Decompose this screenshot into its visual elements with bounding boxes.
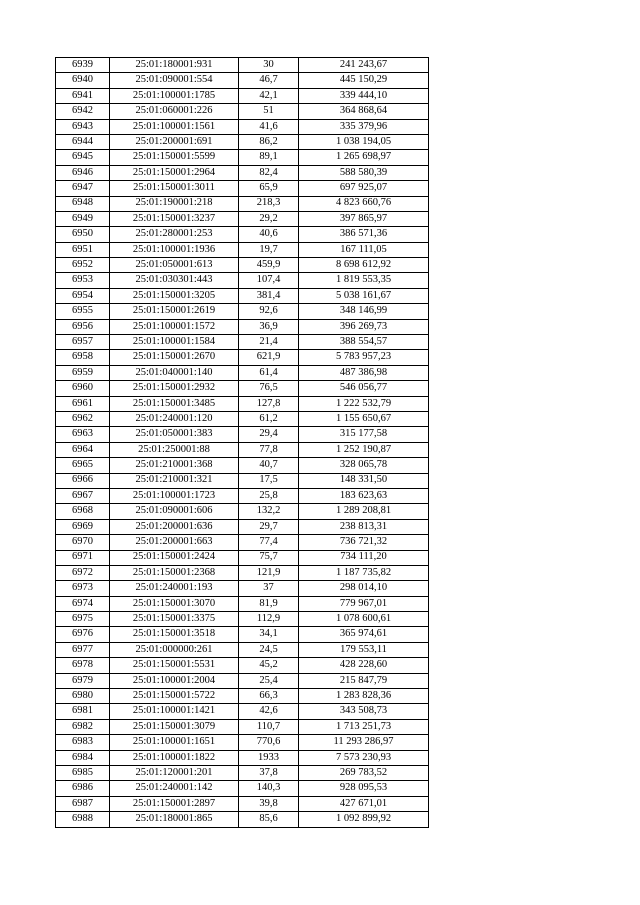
cadastral-number-cell: 25:01:060001:226 (110, 104, 239, 119)
table-row (56, 473, 429, 488)
area-cell: 140,3 (239, 781, 299, 796)
cadastral-value-cell: 343 508,73 (299, 704, 429, 719)
table-row (56, 396, 429, 411)
table-row (56, 565, 429, 580)
row-number-cell: 6944 (56, 134, 110, 149)
cadastral-number-cell: 25:01:180001:931 (110, 58, 239, 73)
area-cell: 81,9 (239, 596, 299, 611)
cadastral-value-cell: 1 155 650,67 (299, 411, 429, 426)
cadastral-value-cell: 364 868,64 (299, 104, 429, 119)
table-row (56, 134, 429, 149)
area-cell: 107,4 (239, 273, 299, 288)
table-row (56, 196, 429, 211)
row-number-cell: 6951 (56, 242, 110, 257)
cadastral-number-cell: 25:01:150001:3011 (110, 181, 239, 196)
cadastral-value-cell: 183 623,63 (299, 488, 429, 503)
table-row (56, 581, 429, 596)
cadastral-number-cell: 25:01:280001:253 (110, 227, 239, 242)
cadastral-number-cell: 25:01:040001:140 (110, 365, 239, 380)
cadastral-value-cell: 315 177,58 (299, 427, 429, 442)
table-row (56, 673, 429, 688)
table-row (56, 181, 429, 196)
area-cell: 86,2 (239, 134, 299, 149)
area-cell: 127,8 (239, 396, 299, 411)
cadastral-number-cell: 25:01:100001:1421 (110, 704, 239, 719)
area-cell: 25,4 (239, 673, 299, 688)
cadastral-number-cell: 25:01:100001:1651 (110, 735, 239, 750)
cadastral-number-cell: 25:01:200001:636 (110, 519, 239, 534)
area-cell: 39,8 (239, 796, 299, 811)
cadastral-number-cell: 25:01:250001:88 (110, 442, 239, 457)
cadastral-value-cell: 1 819 553,35 (299, 273, 429, 288)
cadastral-number-cell: 25:01:150001:3205 (110, 288, 239, 303)
row-number-cell: 6970 (56, 535, 110, 550)
table-row (56, 596, 429, 611)
table-row (56, 535, 429, 550)
cadastral-number-cell: 25:01:150001:3485 (110, 396, 239, 411)
cadastral-value-cell: 148 331,50 (299, 473, 429, 488)
area-cell: 75,7 (239, 550, 299, 565)
cadastral-value-cell: 1 713 251,73 (299, 719, 429, 734)
row-number-cell: 6966 (56, 473, 110, 488)
cadastral-value-cell: 779 967,01 (299, 596, 429, 611)
cadastral-value-cell: 1 222 532,79 (299, 396, 429, 411)
row-number-cell: 6985 (56, 765, 110, 780)
table-row (56, 119, 429, 134)
row-number-cell: 6968 (56, 504, 110, 519)
area-cell: 45,2 (239, 658, 299, 673)
cadastral-number-cell: 25:01:150001:3079 (110, 719, 239, 734)
area-cell: 92,6 (239, 304, 299, 319)
table-row (56, 735, 429, 750)
cadastral-number-cell: 25:01:090001:554 (110, 73, 239, 88)
cadastral-number-cell: 25:01:240001:193 (110, 581, 239, 596)
cadastral-number-cell: 25:01:150001:2932 (110, 381, 239, 396)
table-row (56, 211, 429, 226)
area-cell: 121,9 (239, 565, 299, 580)
table-row (56, 765, 429, 780)
row-number-cell: 6958 (56, 350, 110, 365)
table-row (56, 319, 429, 334)
cadastral-number-cell: 25:01:190001:218 (110, 196, 239, 211)
table-row (56, 150, 429, 165)
table-row (56, 488, 429, 503)
table-row (56, 442, 429, 457)
area-cell: 82,4 (239, 165, 299, 180)
area-cell: 621,9 (239, 350, 299, 365)
cadastral-value-cell: 348 146,99 (299, 304, 429, 319)
area-cell: 19,7 (239, 242, 299, 257)
row-number-cell: 6978 (56, 658, 110, 673)
row-number-cell: 6981 (56, 704, 110, 719)
row-number-cell: 6946 (56, 165, 110, 180)
row-number-cell: 6973 (56, 581, 110, 596)
area-cell: 65,9 (239, 181, 299, 196)
cadastral-value-cell: 1 289 208,81 (299, 504, 429, 519)
cadastral-value-cell: 736 721,32 (299, 535, 429, 550)
area-cell: 77,8 (239, 442, 299, 457)
table-body (56, 58, 429, 828)
area-cell: 132,2 (239, 504, 299, 519)
cadastral-value-cell: 427 671,01 (299, 796, 429, 811)
row-number-cell: 6964 (56, 442, 110, 457)
area-cell: 110,7 (239, 719, 299, 734)
area-cell: 36,9 (239, 319, 299, 334)
cadastral-number-cell: 25:01:090001:606 (110, 504, 239, 519)
cadastral-value-cell: 697 925,07 (299, 181, 429, 196)
row-number-cell: 6965 (56, 458, 110, 473)
row-number-cell: 6947 (56, 181, 110, 196)
table-row (56, 796, 429, 811)
row-number-cell: 6962 (56, 411, 110, 426)
cadastral-number-cell: 25:01:100001:1822 (110, 750, 239, 765)
cadastral-value-cell: 1 038 194,05 (299, 134, 429, 149)
cadastral-value-cell: 588 580,39 (299, 165, 429, 180)
row-number-cell: 6941 (56, 88, 110, 103)
cadastral-value-cell: 365 974,61 (299, 627, 429, 642)
cadastral-value-cell: 1 252 190,87 (299, 442, 429, 457)
cadastral-number-cell: 25:01:120001:201 (110, 765, 239, 780)
table-row (56, 458, 429, 473)
row-number-cell: 6945 (56, 150, 110, 165)
cadastral-value-cell: 388 554,57 (299, 335, 429, 350)
row-number-cell: 6953 (56, 273, 110, 288)
row-number-cell: 6988 (56, 812, 110, 827)
row-number-cell: 6976 (56, 627, 110, 642)
cadastral-value-table (55, 57, 429, 828)
cadastral-number-cell: 25:01:150001:5722 (110, 689, 239, 704)
table-row (56, 335, 429, 350)
area-cell: 770,6 (239, 735, 299, 750)
cadastral-value-cell: 238 813,31 (299, 519, 429, 534)
area-cell: 29,7 (239, 519, 299, 534)
cadastral-number-cell: 25:01:180001:865 (110, 812, 239, 827)
cadastral-number-cell: 25:01:100001:1561 (110, 119, 239, 134)
cadastral-value-cell: 1 078 600,61 (299, 612, 429, 627)
cadastral-value-cell: 928 095,53 (299, 781, 429, 796)
area-cell: 42,1 (239, 88, 299, 103)
table-row (56, 689, 429, 704)
row-number-cell: 6979 (56, 673, 110, 688)
cadastral-number-cell: 25:01:150001:3518 (110, 627, 239, 642)
table-row (56, 781, 429, 796)
area-cell: 46,7 (239, 73, 299, 88)
table-row (56, 242, 429, 257)
table-row (56, 104, 429, 119)
cadastral-number-cell: 25:01:150001:5531 (110, 658, 239, 673)
cadastral-number-cell: 25:01:050001:613 (110, 258, 239, 273)
cadastral-value-cell: 428 228,60 (299, 658, 429, 673)
area-cell: 30 (239, 58, 299, 73)
cadastral-value-cell: 8 698 612,92 (299, 258, 429, 273)
cadastral-number-cell: 25:01:210001:321 (110, 473, 239, 488)
table-row (56, 750, 429, 765)
area-cell: 25,8 (239, 488, 299, 503)
row-number-cell: 6983 (56, 735, 110, 750)
area-cell: 381,4 (239, 288, 299, 303)
area-cell: 76,5 (239, 381, 299, 396)
row-number-cell: 6939 (56, 58, 110, 73)
cadastral-value-cell: 215 847,79 (299, 673, 429, 688)
area-cell: 34,1 (239, 627, 299, 642)
cadastral-number-cell: 25:01:150001:2670 (110, 350, 239, 365)
area-cell: 42,6 (239, 704, 299, 719)
cadastral-value-cell: 445 150,29 (299, 73, 429, 88)
area-cell: 40,6 (239, 227, 299, 242)
row-number-cell: 6982 (56, 719, 110, 734)
row-number-cell: 6959 (56, 365, 110, 380)
area-cell: 85,6 (239, 812, 299, 827)
row-number-cell: 6967 (56, 488, 110, 503)
cadastral-value-cell: 328 065,78 (299, 458, 429, 473)
cadastral-number-cell: 25:01:100001:1785 (110, 88, 239, 103)
cadastral-value-cell: 397 865,97 (299, 211, 429, 226)
table-row (56, 73, 429, 88)
cadastral-value-cell: 1 283 828,36 (299, 689, 429, 704)
row-number-cell: 6960 (56, 381, 110, 396)
cadastral-value-cell: 7 573 230,93 (299, 750, 429, 765)
cadastral-value-cell: 241 243,67 (299, 58, 429, 73)
cadastral-value-cell: 298 014,10 (299, 581, 429, 596)
table-row (56, 411, 429, 426)
cadastral-value-cell: 269 783,52 (299, 765, 429, 780)
table-row (56, 427, 429, 442)
area-cell: 112,9 (239, 612, 299, 627)
cadastral-number-cell: 25:01:150001:2368 (110, 565, 239, 580)
cadastral-value-cell: 335 379,96 (299, 119, 429, 134)
row-number-cell: 6956 (56, 319, 110, 334)
cadastral-number-cell: 25:01:200001:663 (110, 535, 239, 550)
table-row (56, 550, 429, 565)
cadastral-number-cell: 25:01:100001:2004 (110, 673, 239, 688)
cadastral-number-cell: 25:01:150001:2619 (110, 304, 239, 319)
area-cell: 89,1 (239, 150, 299, 165)
table-row (56, 812, 429, 827)
table-row (56, 627, 429, 642)
row-number-cell: 6949 (56, 211, 110, 226)
area-cell: 37 (239, 581, 299, 596)
cadastral-number-cell: 25:01:100001:1723 (110, 488, 239, 503)
row-number-cell: 6977 (56, 642, 110, 657)
area-cell: 17,5 (239, 473, 299, 488)
area-cell: 51 (239, 104, 299, 119)
cadastral-value-cell: 167 111,05 (299, 242, 429, 257)
cadastral-value-cell: 386 571,36 (299, 227, 429, 242)
cadastral-value-cell: 4 823 660,76 (299, 196, 429, 211)
row-number-cell: 6957 (56, 335, 110, 350)
cadastral-value-cell: 1 187 735,82 (299, 565, 429, 580)
table-row (56, 227, 429, 242)
row-number-cell: 6963 (56, 427, 110, 442)
cadastral-number-cell: 25:01:240001:142 (110, 781, 239, 796)
row-number-cell: 6987 (56, 796, 110, 811)
cadastral-number-cell: 25:01:100001:1572 (110, 319, 239, 334)
area-cell: 29,4 (239, 427, 299, 442)
row-number-cell: 6954 (56, 288, 110, 303)
table-row (56, 258, 429, 273)
cadastral-number-cell: 25:01:150001:3070 (110, 596, 239, 611)
cadastral-number-cell: 25:01:100001:1584 (110, 335, 239, 350)
cadastral-number-cell: 25:01:150001:2964 (110, 165, 239, 180)
cadastral-number-cell: 25:01:030301:443 (110, 273, 239, 288)
table-row (56, 519, 429, 534)
row-number-cell: 6974 (56, 596, 110, 611)
table-row (56, 58, 429, 73)
table-row (56, 658, 429, 673)
row-number-cell: 6986 (56, 781, 110, 796)
table-row (56, 704, 429, 719)
area-cell: 77,4 (239, 535, 299, 550)
row-number-cell: 6943 (56, 119, 110, 134)
cadastral-value-cell: 11 293 286,97 (299, 735, 429, 750)
cadastral-value-cell: 487 386,98 (299, 365, 429, 380)
cadastral-value-cell: 546 056,77 (299, 381, 429, 396)
cadastral-number-cell: 25:01:100001:1936 (110, 242, 239, 257)
table-row (56, 288, 429, 303)
table-row (56, 365, 429, 380)
cadastral-number-cell: 25:01:210001:368 (110, 458, 239, 473)
row-number-cell: 6942 (56, 104, 110, 119)
row-number-cell: 6984 (56, 750, 110, 765)
table-row (56, 381, 429, 396)
table-row (56, 504, 429, 519)
row-number-cell: 6972 (56, 565, 110, 580)
cadastral-number-cell: 25:01:150001:2897 (110, 796, 239, 811)
table-row (56, 304, 429, 319)
row-number-cell: 6980 (56, 689, 110, 704)
cadastral-value-cell: 339 444,10 (299, 88, 429, 103)
cadastral-number-cell: 25:01:050001:383 (110, 427, 239, 442)
cadastral-value-cell: 396 269,73 (299, 319, 429, 334)
table-row (56, 88, 429, 103)
area-cell: 66,3 (239, 689, 299, 704)
cadastral-number-cell: 25:01:240001:120 (110, 411, 239, 426)
cadastral-number-cell: 25:01:150001:3375 (110, 612, 239, 627)
area-cell: 218,3 (239, 196, 299, 211)
table-row (56, 612, 429, 627)
cadastral-number-cell: 25:01:200001:691 (110, 134, 239, 149)
row-number-cell: 6971 (56, 550, 110, 565)
row-number-cell: 6961 (56, 396, 110, 411)
cadastral-number-cell: 25:01:150001:5599 (110, 150, 239, 165)
area-cell: 24,5 (239, 642, 299, 657)
cadastral-value-cell: 1 092 899,92 (299, 812, 429, 827)
area-cell: 37,8 (239, 765, 299, 780)
cadastral-value-cell: 5 038 161,67 (299, 288, 429, 303)
row-number-cell: 6940 (56, 73, 110, 88)
row-number-cell: 6952 (56, 258, 110, 273)
area-cell: 1933 (239, 750, 299, 765)
cadastral-value-cell: 1 265 698,97 (299, 150, 429, 165)
table-row (56, 350, 429, 365)
table-row (56, 642, 429, 657)
cadastral-number-cell: 25:01:150001:2424 (110, 550, 239, 565)
area-cell: 41,6 (239, 119, 299, 134)
area-cell: 61,2 (239, 411, 299, 426)
cadastral-value-cell: 734 111,20 (299, 550, 429, 565)
cadastral-number-cell: 25:01:000000:261 (110, 642, 239, 657)
area-cell: 29,2 (239, 211, 299, 226)
table-row (56, 719, 429, 734)
row-number-cell: 6950 (56, 227, 110, 242)
area-cell: 61,4 (239, 365, 299, 380)
cadastral-value-cell: 5 783 957,23 (299, 350, 429, 365)
cadastral-number-cell: 25:01:150001:3237 (110, 211, 239, 226)
row-number-cell: 6955 (56, 304, 110, 319)
table-row (56, 273, 429, 288)
area-cell: 459,9 (239, 258, 299, 273)
area-cell: 21,4 (239, 335, 299, 350)
cadastral-value-cell: 179 553,11 (299, 642, 429, 657)
row-number-cell: 6969 (56, 519, 110, 534)
area-cell: 40,7 (239, 458, 299, 473)
row-number-cell: 6975 (56, 612, 110, 627)
table-row (56, 165, 429, 180)
row-number-cell: 6948 (56, 196, 110, 211)
